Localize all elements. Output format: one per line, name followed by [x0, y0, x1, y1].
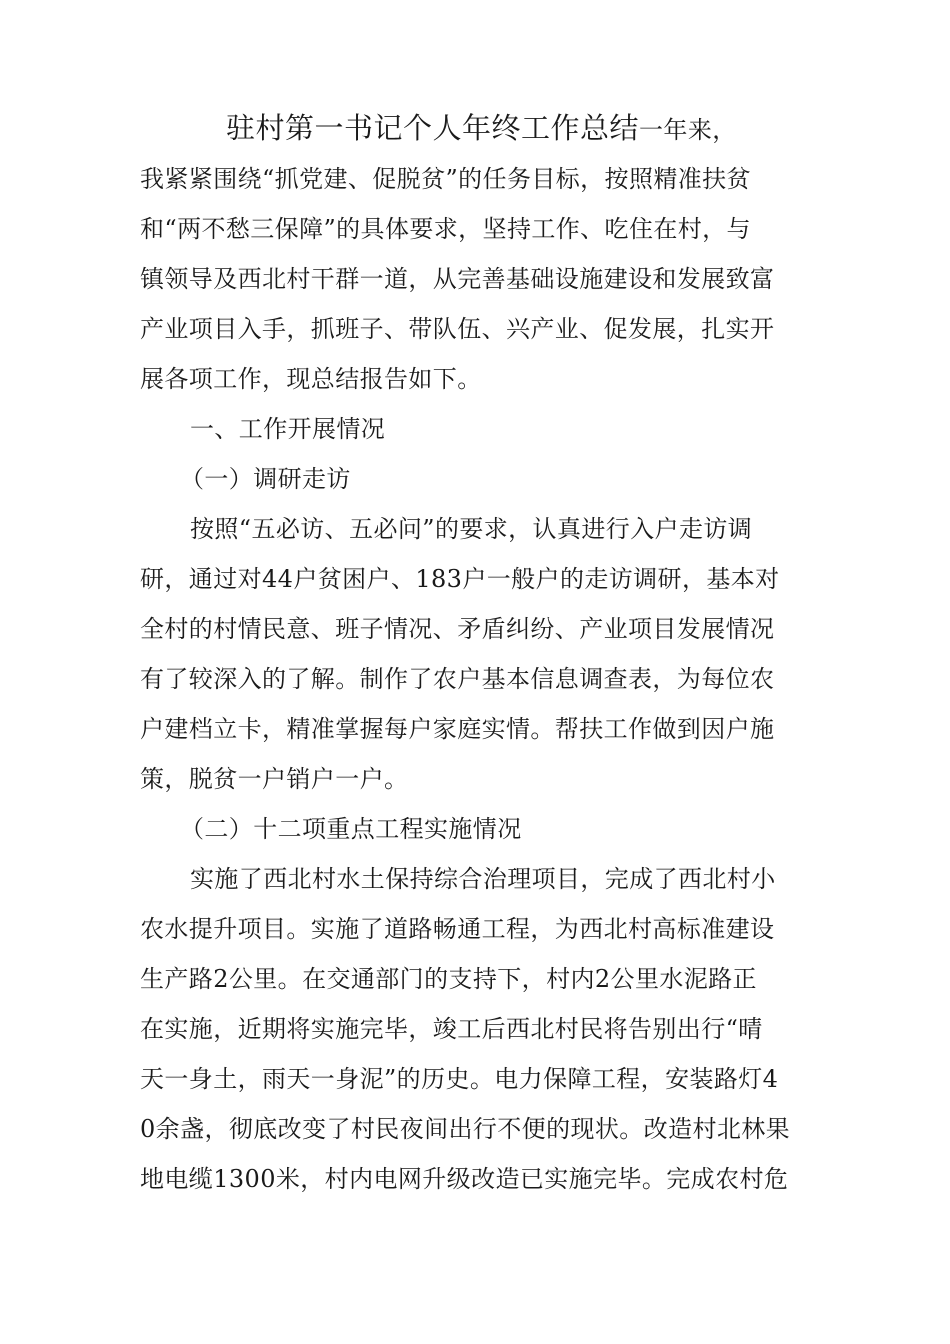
document-page: [140, 102, 830, 1204]
body-line: 产业项目入手，抓班子、带队伍、兴产业、促发展，扎实开: [140, 315, 775, 343]
paragraph-start: 按照“五必访、五必问”的要求，认真进行入户走访调: [190, 515, 753, 543]
subsection-heading: （二）十二项重点工程实施情况: [180, 815, 522, 843]
body-line: 生产路2公里。在交通部门的支持下，村内2公里水泥路正: [140, 965, 757, 993]
body-line: 策，脱贫一户销户一户。: [140, 765, 409, 793]
intro-start: 一年来，: [639, 116, 737, 144]
body-line: 地电缆1300米，村内电网升级改造已实施完毕。完成农村危: [140, 1165, 789, 1193]
body-line: 研，通过对44户贫困户、183户一般户的走访调研，基本对: [140, 565, 780, 593]
body-line: 农水提升项目。实施了道路畅通工程，为西北村高标准建设: [140, 915, 775, 943]
section-heading: 一、工作开展情况: [190, 415, 386, 443]
body-line: 0余盏，彻底改变了村民夜间出行不便的现状。改造村北林果: [140, 1115, 791, 1143]
body-line: 天一身土，雨天一身泥”的历史。电力保障工程，安装路灯4: [140, 1065, 779, 1093]
body-line: 和“两不愁三保障”的具体要求，坚持工作、吃住在村，与: [140, 215, 751, 243]
body-line: 户建档立卡，精准掌握每户家庭实情。帮扶工作做到因户施: [140, 715, 775, 743]
body-line: 全村的村情民意、班子情况、矛盾纠纷、产业项目发展情况: [140, 615, 775, 643]
subsection-heading: （一）调研走访: [180, 465, 351, 493]
title-line: [140, 102, 830, 154]
body-line: 我紧紧围绕“抓党建、促脱贫”的任务目标，按照精准扶贫: [140, 165, 751, 193]
document-title: 驻村第一书记个人年终工作总结: [226, 111, 640, 145]
paragraph-start: 实施了西北村水土保持综合治理项目，完成了西北村小: [190, 865, 776, 893]
body-line: 镇领导及西北村干群一道，从完善基础设施建设和发展致富: [140, 265, 775, 293]
body-line: 有了较深入的了解。制作了农户基本信息调查表，为每位农: [140, 665, 775, 693]
body-line: 在实施，近期将实施完毕，竣工后西北村民将告别出行“晴: [140, 1015, 763, 1043]
body-line: 展各项工作，现总结报告如下。: [140, 365, 482, 393]
